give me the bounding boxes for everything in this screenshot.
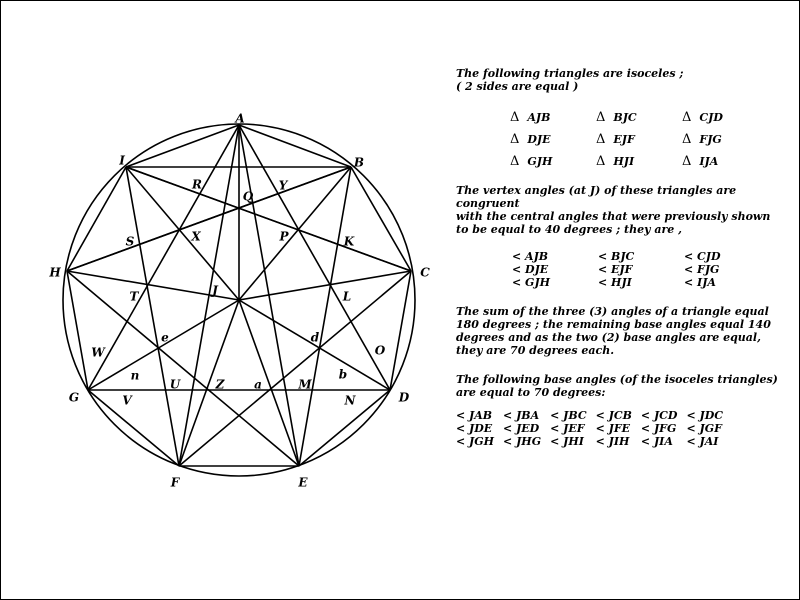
point-label: e: [161, 330, 169, 345]
triangle-item: Δ IJA: [682, 154, 719, 169]
point-label: H: [49, 265, 61, 280]
triangle-item: Δ DJE: [510, 132, 551, 147]
chord: [67, 167, 351, 271]
triangle-item: Δ GJH: [510, 154, 553, 169]
point-label: L: [342, 289, 352, 304]
vertex-angle: < AJB: [512, 250, 549, 263]
base-angle: < JGH: [456, 435, 495, 448]
point-label: S: [125, 234, 135, 249]
nonagon-edge: [351, 167, 411, 271]
nonagon-edge: [67, 271, 88, 390]
base-angle: < JAI: [686, 435, 719, 448]
point-label: d: [310, 330, 320, 345]
chord: [126, 167, 411, 271]
triangle-icon: Δ: [682, 154, 692, 169]
chord: [126, 167, 179, 466]
point-label: a: [254, 377, 262, 392]
point-label: E: [298, 475, 308, 490]
point-label: T: [129, 289, 139, 304]
point-label: F: [170, 475, 180, 490]
point-label: n: [130, 368, 140, 383]
triangle-item: Δ HJI: [596, 154, 635, 169]
point-label: Z: [215, 377, 225, 392]
point-label: C: [420, 265, 430, 280]
point-label: I: [119, 153, 125, 168]
point-label: A: [235, 111, 245, 126]
point-label: U: [169, 377, 181, 392]
vertex-angle: < EJF: [598, 263, 633, 276]
sum-paragraph: The sum of the three (3) angles of a triangle equal 180 degrees ; the remaining base angles equal 140 degrees and as the two (2) base angles are equal, they are 70 degrees each.: [456, 305, 771, 357]
base-angle: < JIH: [595, 435, 630, 448]
triangle-icon: Δ: [596, 154, 606, 169]
point-label: X: [191, 229, 201, 244]
nonagon-edge: [126, 125, 239, 167]
base-angle: < JDE: [456, 422, 493, 435]
triangle-item: Δ AJB: [510, 110, 551, 125]
base-intro: The following base angles (of the isoceles triangles) are equal to 70 degrees:: [456, 373, 778, 399]
point-label: R: [192, 177, 202, 192]
nonagon-diagram: [1, 1, 441, 600]
base-angle: < JFG: [640, 422, 677, 435]
point-label: N: [344, 393, 356, 408]
base-angle: < JDC: [686, 409, 724, 422]
base-angle: < JCD: [640, 409, 678, 422]
triangle-item: Δ CJD: [682, 110, 723, 125]
triangle-icon: Δ: [510, 132, 520, 147]
vertex-angle: < CJD: [684, 250, 721, 263]
triangle-icon: Δ: [596, 132, 606, 147]
point-label: V: [122, 393, 132, 408]
triangle-icon: Δ: [596, 110, 606, 125]
vertex-angle: < HJI: [598, 276, 632, 289]
nonagon-edge: [390, 271, 411, 390]
vertex-angle: < DJE: [512, 263, 549, 276]
vertex-angle: < IJA: [684, 276, 716, 289]
explanation-panel: [456, 67, 796, 448]
vertex-intro: The vertex angles (at J) of these triangles are congruent with the central angles that were previously shown to be equal to 40 degrees ; they are ,: [456, 184, 771, 236]
nonagon-edge: [67, 167, 126, 271]
triangle-icon: Δ: [510, 154, 520, 169]
point-label: M: [298, 377, 312, 392]
diagram-lines: [63, 124, 415, 476]
triangle-icon: Δ: [682, 110, 692, 125]
point-label: Q: [242, 189, 254, 204]
base-angle: < JED: [503, 422, 540, 435]
triangle-icon: Δ: [682, 132, 692, 147]
nonagon-edge: [239, 125, 351, 167]
base-angle: < JCB: [595, 409, 632, 422]
point-label: W: [91, 345, 105, 360]
nonagon-edge: [88, 390, 179, 466]
base-angle: < JGF: [686, 422, 722, 435]
triangle-list: [510, 111, 796, 168]
triangle-item: Δ EJF: [596, 132, 635, 147]
point-label: K: [343, 234, 355, 249]
base-angle: < JEF: [550, 422, 585, 435]
triangle-item: Δ BJC: [596, 110, 637, 125]
base-angle: < JAB: [456, 409, 493, 422]
base-angle: < JBA: [503, 409, 540, 422]
base-angle-list: [456, 409, 796, 448]
base-angle: < JHG: [503, 435, 542, 448]
base-angle: < JHI: [550, 435, 584, 448]
vertex-angle: < FJG: [684, 263, 720, 276]
triangle-icon: Δ: [510, 110, 520, 125]
vertex-angle: < GJH: [512, 276, 551, 289]
chord: [299, 167, 351, 466]
point-label: b: [338, 367, 348, 382]
point-label: B: [353, 155, 365, 170]
triangle-item: Δ FJG: [682, 132, 722, 147]
point-label: D: [398, 390, 410, 405]
base-angle: < JIA: [640, 435, 673, 448]
point-label: P: [279, 229, 289, 244]
point-label: G: [68, 390, 80, 405]
point-label: J: [212, 283, 218, 298]
base-angle: < JFE: [595, 422, 631, 435]
point-label: Y: [278, 178, 288, 193]
vertex-angle-list: [512, 250, 796, 289]
point-label: O: [374, 343, 386, 358]
base-angle: < JBC: [550, 409, 587, 422]
vertex-angle: < BJC: [598, 250, 635, 263]
isosceles-intro: The following triangles are isoceles ; ( 2 sides are equal ): [456, 67, 684, 93]
